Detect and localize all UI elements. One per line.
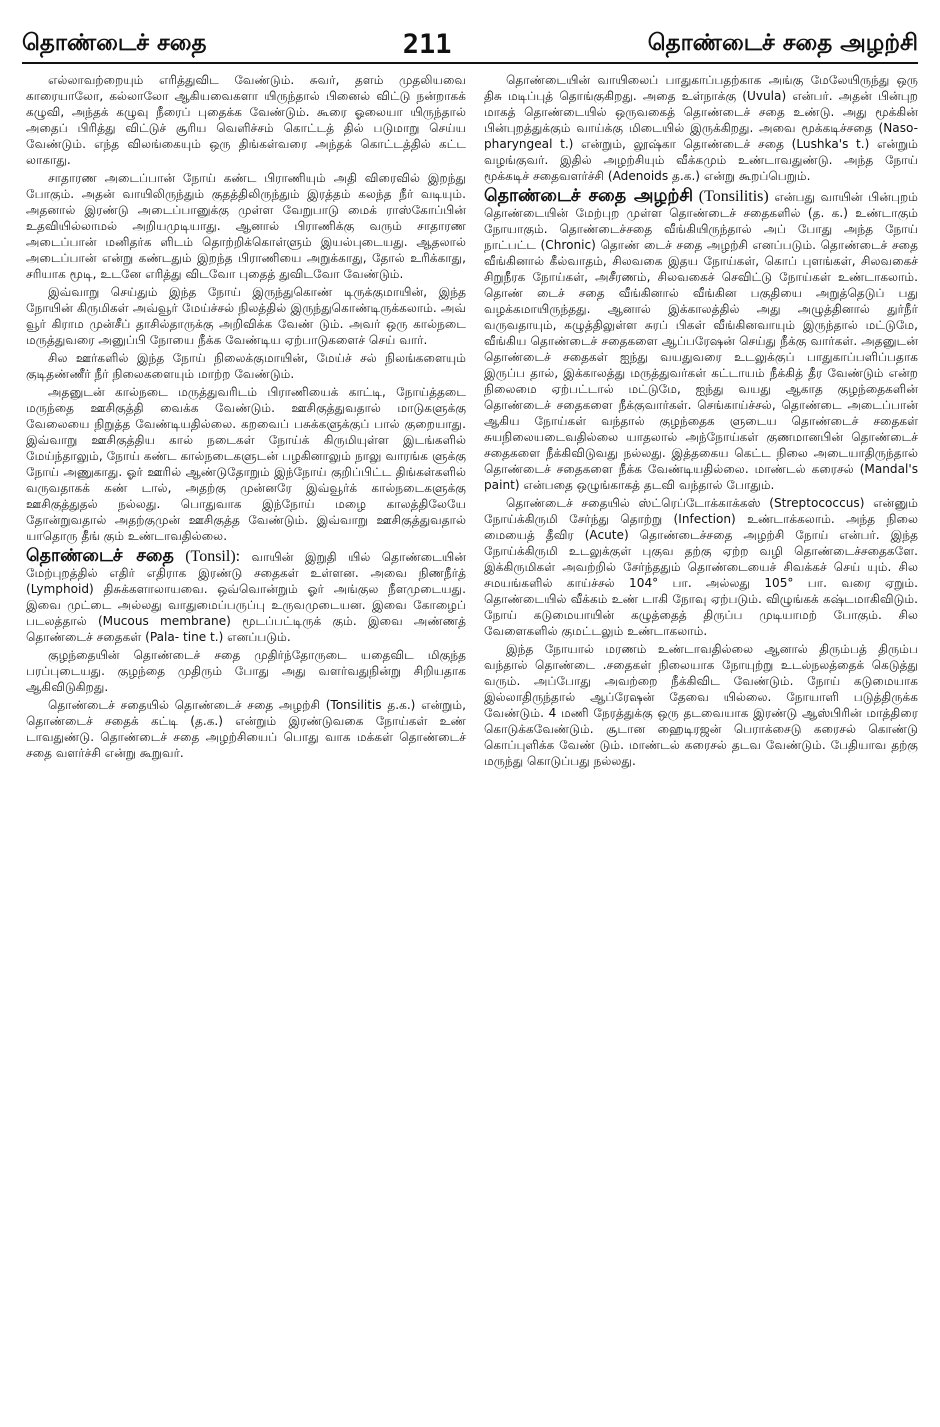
entry-body: வாயின் இறுதி யில் தொண்டையின் மேற்புறத்தில் எதிர் எதிராக இரண்டு சதைகள் உள்ளன. அவை நிணநீர்த் (Lymphoid) திசுக்களாலாயவை. ஒவ்வொன்றும் ஓர் அங்குல நீளமுடையது. இவை முட்டை அல்லது வாதுமைப்பருப்பு உருவமுடையன. இவை கோழைப் படலத்தால் (Mucous membrane) மூடப்பட்டிருக் கும். இவை அண்ணத் தொண்டைச் சதைகள் (Pala- tine t.) எனப்படும். [26, 550, 466, 644]
entry-heading: தொண்டைச் சதை [26, 546, 174, 566]
paragraph: தொண்டையின் வாயிலைப் பாதுகாப்பதற்காக அங்கு மேலேயிருந்து ஒரு திசு மடிப்புத் தொங்குகிறது. அதை உள்நாக்கு (Uvula) என்பர். அதன் பின்புற மாகத் தொண்டையில் ஒருவகைத் தொண்டைச் சதை உண்டு. அது மூக்கின் பின்புறத்துக்கும் வாய்க்கு மிடையில் இருக்கிறது. அவை மூக்கடிச்சதை (Naso- pharyngeal t.) என்றும், லூஷ்கா தொண்டைச் சதை (Lushka's t.) என்றும் வழங்குவர். இதில் அழற்சியும் வீக்கமும் உண்டாவதுண்டு. அந்த நோய் மூக்கடிச் சதைவளர்ச்சி (Adenoids த.க.) என்று கூறப்பெறும். [484, 73, 918, 183]
page-number: 211 [402, 28, 452, 60]
paragraph: சில ஊர்களில் இந்த நோய் நிலைக்குமாயின், மேய்ச் சல் நிலங்களையும் குடிதண்ணீர் நீர் நிலைகளையும் மாற்ற வேண்டும். [26, 351, 466, 381]
running-head-left: தொண்டைச் சதை [22, 29, 207, 56]
paragraph: குழந்தையின் தொண்டைச் சதை முதிர்ந்தோருடை யதைவிட மிகுந்த பரப்புடையது. குழந்தை முதிரும் போது அது வளர்வதுநின்று சிறியதாக ஆகிவிடுகிறது. [26, 648, 466, 694]
running-head-right: தொண்டைச் சதை அழற்சி [647, 29, 918, 56]
paragraph: அதனுடன் கால்நடை மருத்துவரிடம் பிராணியைக் காட்டி, நோய்த்தடை மருந்தை ஊசிகுத்தி வைக்க வேண்டும். ஊசிகுத்துவதால் மாடுகளுக்கு வேலையை நிறுத்த வேண்டியதில்லை. கறவைப் பசுக்களுக்குப் பால் குறையாது. இவ்வாறு ஊசிகுத்திய கால் நடைகள் நோய்க் கிருமியுள்ள இடங்களில் மேய்ந்தாலும், நோய் கண்ட கால்நடைகளுடன் பழகினாலும் நாலு வாரங்க ளுக்கு நோய் அணுகாது. ஓர் ஊரில் ஆண்டுதோறும் இந்நோய் குறிப்பிட்ட திங்கள்களில் வருவதாகக் கண் டால், அதற்கு முன்னரே இவ்வூர்க் கால்நடைகளுக்கு ஊசிகுத்துதல் நல்லது. பொதுவாக இந்நோய் மழை காலத்திலேயே தோன்றுவதால் அதற்குமுன் ஊசிகுத்த வேண்டும். இவ்வாறு ஊசிகுத்துவதால் யாதொரு தீங் கும் உண்டாவதில்லை. [26, 385, 466, 543]
paragraph: தொண்டைச் சதையில் தொண்டைச் சதை அழற்சி (Tonsilitis த.க.) என்றும், தொண்டைச் சதைக் கட்டி (த.க.) என்றும் இரண்டுவகை நோய்கள் உண் டாவதுண்டு. தொண்டைச் சதை அழற்சியைப் பொது வாக மக்கள் தொண்டைச் சதை வளர்ச்சி என்று கூறுவர். [26, 698, 466, 760]
entry-english-term: (Tonsil): [185, 548, 241, 565]
paragraph: எல்லாவற்றையும் எரித்துவிட வேண்டும். சுவர், தளம் முதலியவை காரையாலோ, கல்லாலோ ஆகியவைகளா யிருந்தால் பினைல் விட்டு நன்றாகக் கழுவி, அந்தக் கழுவு நீரைப் புதைக்க வேண்டும். கூரை ஓலையா யிருந்தால் அதைப் பிரித்து விட்டுச் சூரிய வெளிச்சம் கொட்டத் தில் படுமாறு செய்ய வேண்டும். எந்த விலங்கையும் ஒரு திங்கள்வரை அந்தக் கொட்டத்தில் கட்ட லாகாது. [26, 73, 466, 167]
entry-body: என்பது வாயின் பின்புறம் தொண்டையின் மேற்புற முள்ள தொண்டைச் சதைகளில் (த. க.) உண்டாகும் நோயாகும். தொண்டைச்சதை வீங்கியிருந்தால் அப் போது அந்த நோய் நாட்பட்ட (Chronic) தொண் டைச் சதை அழற்சி எனப்படும். தொண்டைச் சதை வீங்கினால் கீல்வாதம், சிலவகை இதய நோய்கள், கொப் புளங்கள், சிலவகைச் சிறுநீரக நோய்கள், அசீரணம், சிலவகைச் செவிட்டு நோய்கள் உண்டாகலாம். தொண் டைச் சதை வீங்கினால் வீங்கின பகுதியை அறுத்தெடுப் பது வழக்கமாயிருந்தது. ஆனால் இக்காலத்தில் அது அழுத்தினால் துர்நீர் வருவதாயும், கழுத்திலுள்ள சுரப் பிகள் வீங்கினவாயும் இருந்தால் மட்டுமே, வீங்கிய தொண்டைச் சதைகளை ஆப்பரேஷன் செய்து நீக்கு வார்கள். அதனுடன் தொண்டைச் சதைகள் ஐந்து வயதுவரை உடலுக்குப் பாதுகாப்பளிப்பதாக இருப்ப தால், இக்காலத்து மருத்துவர்கள் கட்டாயம் நீக்கித் தீர வேண்டும் என்ற நிலைமை ஏற்பட்டால் மட்டுமே, ஐந்து வயது ஆகாத குழந்தைகளின் தொண்டைச் சதைகளை நீக்குவார்கள். செங்காய்ச்சல், தொண்டை அடைப்பான் ஆகிய நோய்கள் வந்தால் குழந்தைக ளுடைய தொண்டைச் சதைகள் சுயநிலையடைவதில்லை யாதலால் அந்நோய்கள் குணமானபின் தொண்டைச் சதைகளை நீக்கிவிடுவது நல்லது. இத்தகைய கெட்ட நிலை அடையாதிருந்தால் தொண்டைச் சதைகளை நீக்க வேண்டியதில்லை. மாண்டல் கரைசல் (Mandal's paint) என்பதை ஒழுங்காகத் தடவி வந்தால் போதும். [484, 190, 918, 492]
entry-tonsilitis [484, 188, 918, 493]
left-column [26, 72, 466, 1417]
paragraph: தொண்டைச் சதையில் ஸ்ட்ரெப்டோக்காக்கஸ் (Streptococcus) என்னும் நோய்க்கிருமி சேர்ந்து தொற்று (Infection) உண்டாக்கலாம். அந்த நிலை மையைத் தீவிர (Acute) தொண்டைச்சதை அழற்சி நோய் என்பர். இந்த நோய்க்கிருமி உடலுக்குள் புகுவ தற்கு ஏற்ற வழி தொண்டைச்சதைகளே. இக்கிருமிகள் அவற்றில் சேர்ந்ததும் தொண்டையைச் சிவக்கச் செய் யும். சில சமயங்களில் காய்ச்சல் 104° பா. அல்லது 105° பா. வரை ஏறும். தொண்டையில் வீக்கம் உண் டாகி நோவு ஏற்படும். விழுங்கக் கஷ்டமாகிவிடும். நோய் கடுமையாயின் கழுத்தைத் திருப்ப முடியாமற் போகும். சில வேளைகளில் குமட்டலும் உண்டாகலாம். [484, 496, 918, 638]
paragraph: இந்த நோயால் மரணம் உண்டாவதில்லை ஆனால் திரும்பத் திரும்ப வந்தால் தொண்டை .சதைகள் நிலையாக நோயுற்று உடல்நலத்தைக் கெடுத்து வரும். அப்போது அவற்றை நீக்கிவிட வேண்டும். நோய் கடுமையாக இல்லாதிருந்தால் ஆப்ரேஷன் தேவை யில்லை. நோயாளி படுத்திருக்க வேண்டும். 4 மணி நேரத்துக்கு ஒரு தடவையாக இரண்டு ஆஸ்பிரின் மாத்திரை கொடுக்கவேண்டும். சூடான ஹைடிரஜன் பெராக்சைடு கரைசல் கொண்டு கொப்புளிக்க வேண் டும். மாண்டல் கரைசல் தடவ வேண்டும். பேதியாவ தற்கு மருந்து கொடுப்பது நல்லது. [484, 642, 918, 768]
entry-tonsil [26, 548, 466, 645]
entry-heading: தொண்டைச் சதை அழற்சி [484, 186, 694, 206]
entry-english-term: (Tonsilitis) [698, 188, 769, 205]
paragraph: இவ்வாறு செய்தும் இந்த நோய் இருந்துகொண் டிருக்குமாயின், இந்த நோயின் கிருமிகள் அவ்வூர் மேய்ச்சல் நிலத்தில் இருந்துகொண்டிருக்கலாம். அவ் வூர் கிராம முன்சீப் தாசில்தாருக்கு அறிவிக்க வேண் டும். அவர் ஒரு கால்நடை மருத்துவரை அனுப்பி நோயை நீக்க வேண்டிய ஏற்பாடுகளைச் செய் வார். [26, 285, 466, 347]
right-column [484, 72, 918, 1417]
paragraph: சாதாரண அடைப்பான் நோய் கண்ட பிராணியும் அதி விரைவில் இறந்து போகும். அதன் வாயிலிருந்தும் குதத்திலிருந்தும் இரத்தம் கலந்த நீர் வடியும். அதனால் இரண்டு அடைப்பானுக்கு முள்ள வேறுபாடு மைக் ராஸ்கோப்பின் உதவியில்லாமல் அறியமுடியாது. ஆனால் பிராணிக்கு வரும் சாதாரண அடைப்பான் மனிதர்க ளிடம் தொற்றிக்கொள்ளும் இயல்புடையது. ஆதலால் அடைப்பான் என்று கண்டதும் இறந்த பிராணியை அறுக்காது, தோல் உரிக்காது, சரியாக மூடி, உடனே எரித்து விடவோ புதைத் துவிடவோ வேண்டும். [26, 171, 466, 281]
page-header [22, 26, 918, 64]
